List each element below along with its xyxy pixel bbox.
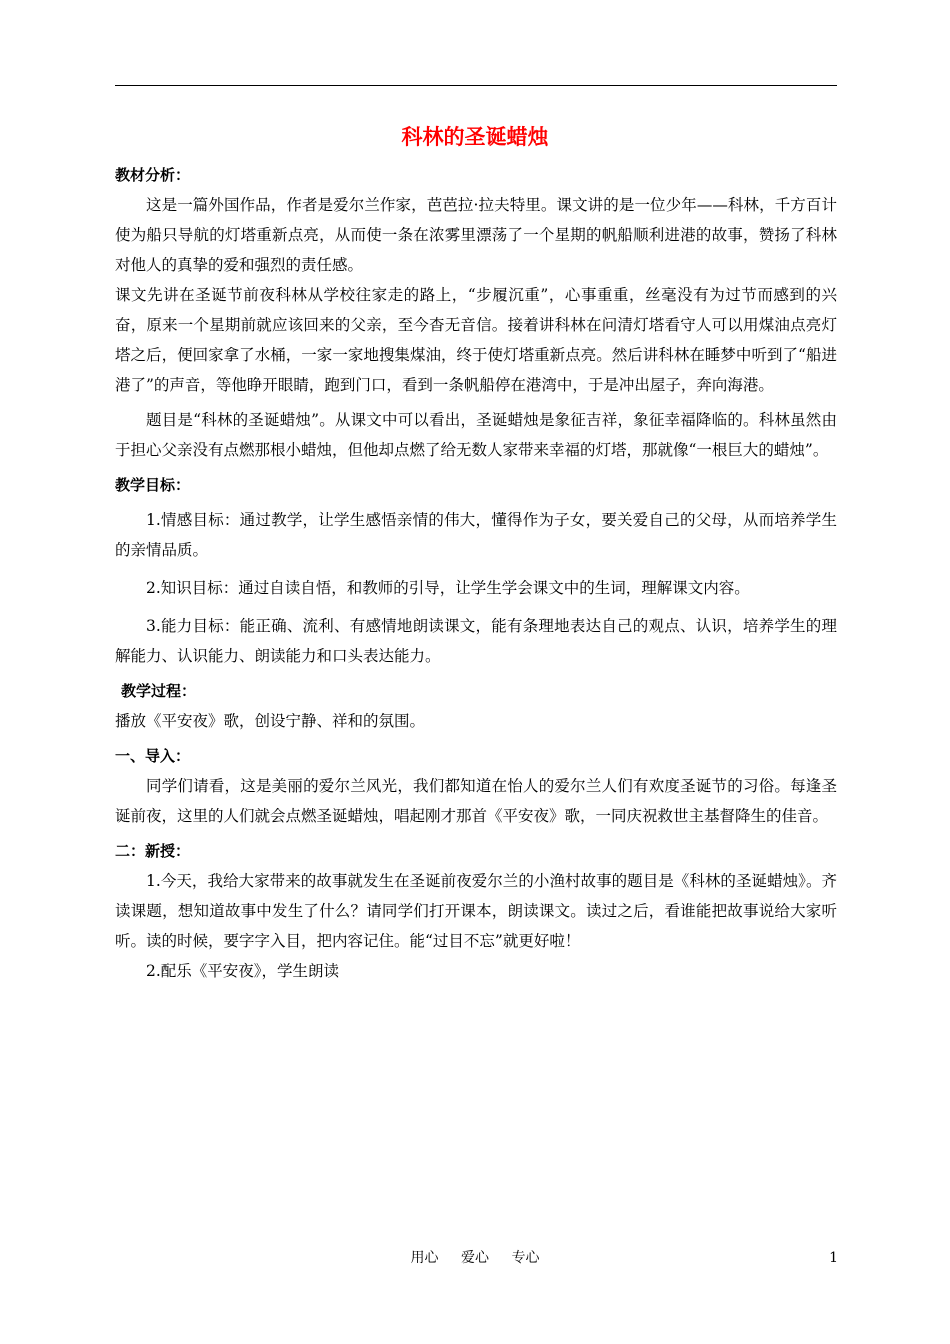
analysis-paragraph-1: 这是一篇外国作品，作者是爱尔兰作家，芭芭拉·拉夫特里。课文讲的是一位少年——科林，千方百计使为船只导航的灯塔重新点亮，从而使一条在浓雾里漂荡了一个星期的帆船顺利进港的故事，赞扬了科林对他人的真挚的爱和强烈的责任感。	[115, 196, 837, 274]
analysis-paragraph-3: 题目是“科林的圣诞蜡烛”。从课文中可以看出，圣诞蜡烛是象征吉祥，象征幸福降临的。科林虽然由于担心父亲没有点燃那根小蜡烛，但他却点燃了给无数人家带来幸福的灯塔，那就像“一根巨大的蜡烛”。	[115, 411, 837, 459]
document-body	[115, 160, 837, 986]
lead-in-paragraph: 同学们请看，这是美丽的爱尔兰风光，我们都知道在怡人的爱尔兰人们有欢度圣诞节的习俗。每逢圣诞前夜，这里的人们就会点燃圣诞蜡烛，唱起刚才那首《平安夜》歌，一同庆祝救世主基督降生的佳音。	[115, 777, 837, 825]
heading-goals: 教学目标：	[115, 476, 191, 494]
heading-lead-in: 一、导入：	[115, 747, 191, 765]
heading-new-lesson: 二：新授：	[115, 842, 191, 860]
heading-analysis: 教材分析：	[115, 166, 191, 184]
page-number: 1	[829, 1250, 838, 1266]
process-intro: 播放《平安夜》歌，创设宁静、祥和的氛围。	[115, 712, 426, 730]
goal-item-2: 2.知识目标：通过自读自悟，和教师的引导，让学生学会课文中的生词，理解课文内容。	[146, 579, 750, 597]
new-lesson-item-1: 1.今天，我给大家带来的故事就发生在圣诞前夜爱尔兰的小渔村故事的题目是《科林的圣诞蜡烛》。齐读课题，想知道故事中发生了什么？请同学们打开课本，朗读课文。读过之后，看谁能把故事说给大家听听。读的时候，要字字入目，把内容记住。能“过目不忘”就更好啦！	[115, 872, 837, 950]
analysis-paragraph-2: 课文先讲在圣诞节前夜科林从学校往家走的路上，“步履沉重”，心事重重，丝毫没有为过节而感到的兴奋，原来一个星期前就应该回来的父亲，至今杳无音信。接着讲科林在问清灯塔看守人可以用煤油点亮灯塔之后，便回家拿了水桶，一家一家地搜集煤油，终于使灯塔重新点亮。然后讲科林在睡梦中听到了“船进港了”的声音，等他睁开眼睛，跑到门口，看到一条帆船停在港湾中，于是冲出屋子，奔向海港。	[115, 286, 837, 394]
goal-item-1: 1.情感目标：通过教学，让学生感悟亲情的伟大，懂得作为子女，要关爱自己的父母，从而培养学生的亲情品质。	[115, 511, 837, 559]
goal-item-3: 3.能力目标：能正确、流利、有感情地朗读课文，能有条理地表达自己的观点、认识，培养学生的理解能力、认识能力、朗读能力和口头表达能力。	[115, 617, 837, 665]
footer-motto: 用心 爱心 专心	[410, 1250, 540, 1266]
heading-process: 教学过程：	[121, 682, 197, 700]
header-rule	[115, 85, 837, 86]
document-title: 科林的圣诞蜡烛	[401, 125, 549, 149]
new-lesson-item-2: 2.配乐《平安夜》，学生朗读	[146, 962, 340, 980]
